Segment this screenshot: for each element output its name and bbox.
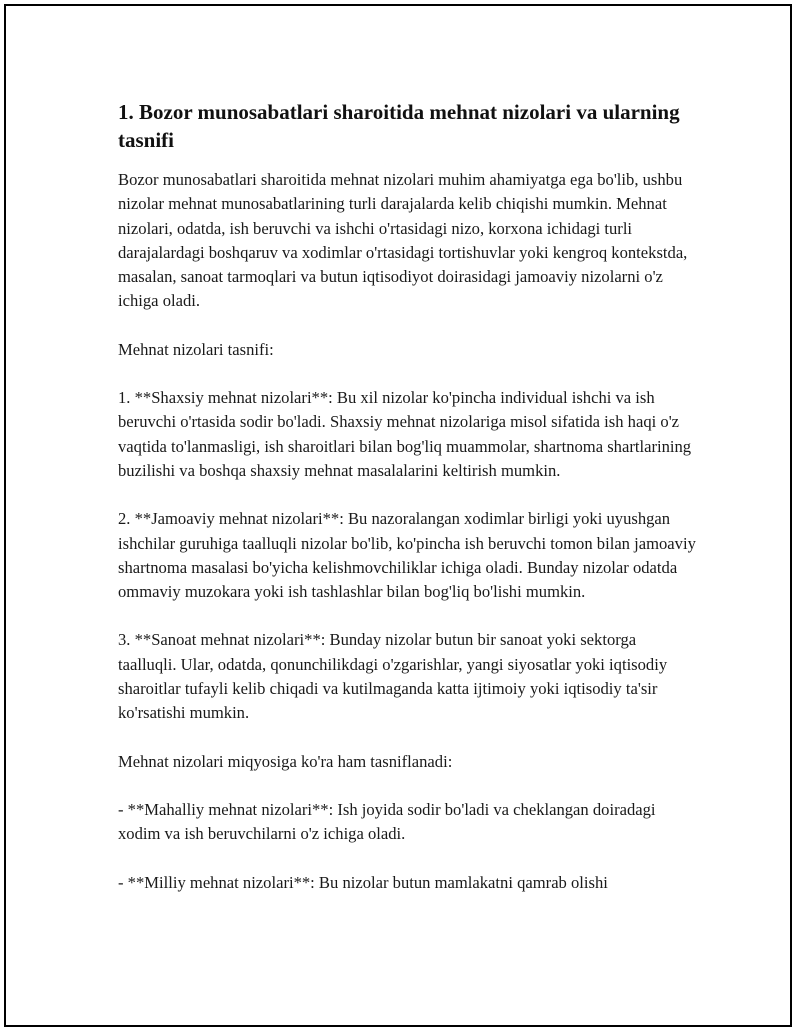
section-heading: 1. Bozor munosabatlari sharoitida mehnat nizolari va ularning tasnifi xyxy=(118,100,680,152)
list-item-personal-disputes: 1. **Shaxsiy mehnat nizolari**: Bu xil nizolar ko'pincha individual ishchi va ish beruvchi o'rtasida sodir bo'ladi. Shaxsiy mehnat nizolariga misol sifatida ish haqi o'z vaqtida to'lanmasligi, ish sharoitlari bilan bog'liq muammolar, shartnoma shartlarining buzilishi va boshqa shaxsiy mehnat masalalarini keltirish mumkin. xyxy=(118,388,692,480)
page-frame xyxy=(4,4,792,1027)
intro-paragraph: Bozor munosabatlari sharoitida mehnat nizolari muhim ahamiyatga ega bo'lib, ushbu nizolar mehnat munosabatlarining turli darajalarda kelib chiqishi mumkin. Mehnat nizolari, odatda, ish beruvchi va ishchi o'rtasidagi nizo, korxona ichidagi turli darajalardagi boshqaruv va xodimlar o'rtasidagi tortishuvlar yoki kengroq kontekstda, masalan, sanoat tarmoqlari va butun iqtisodiyot doirasidagi jamoaviy nizolarni o'z ichiga oladi. xyxy=(118,170,688,311)
list-item-collective-disputes: 2. **Jamoaviy mehnat nizolari**: Bu nazoralangan xodimlar birligi yoki uyushgan ishchilar guruhiga taalluqli nizolar bo'lib, ko'pincha ish beruvchi tomon bilan jamoaviy shartnoma masalasi bo'yicha kelishmovchiliklar ichiga oladi. Bunday nizolar odatda ommaviy muzokara yoki ish tashlashlar bilan bog'liq bo'lishi mumkin. xyxy=(118,509,696,602)
document-body xyxy=(118,98,698,919)
scale-classification-label: Mehnat nizolari miqyosiga ko'ra ham tasniflanadi: xyxy=(118,751,453,771)
classification-label: Mehnat nizolari tasnifi: xyxy=(118,339,274,359)
list-item-industrial-disputes: 3. **Sanoat mehnat nizolari**: Bunday nizolar butun bir sanoat yoki sektorga taalluqli. Ular, odatda, qonunchilikdagi o'zgarishlar, yangi siyosatlar yoki iqtisodiy sharoitlar tufayli kelib chiqadi va kutilmaganda katta ijtimoiy yoki iqtisodiy ta'sir ko'rsatishi mumkin. xyxy=(118,630,668,723)
list-item-local-disputes: - **Mahalliy mehnat nizolari**: Ish joyida sodir bo'ladi va cheklangan doiradagi xodim va ish beruvchilarni o'z ichiga oladi. xyxy=(118,799,656,844)
list-item-national-disputes: - **Milliy mehnat nizolari**: Bu nizolar butun mamlakatni qamrab olishi xyxy=(118,872,608,892)
